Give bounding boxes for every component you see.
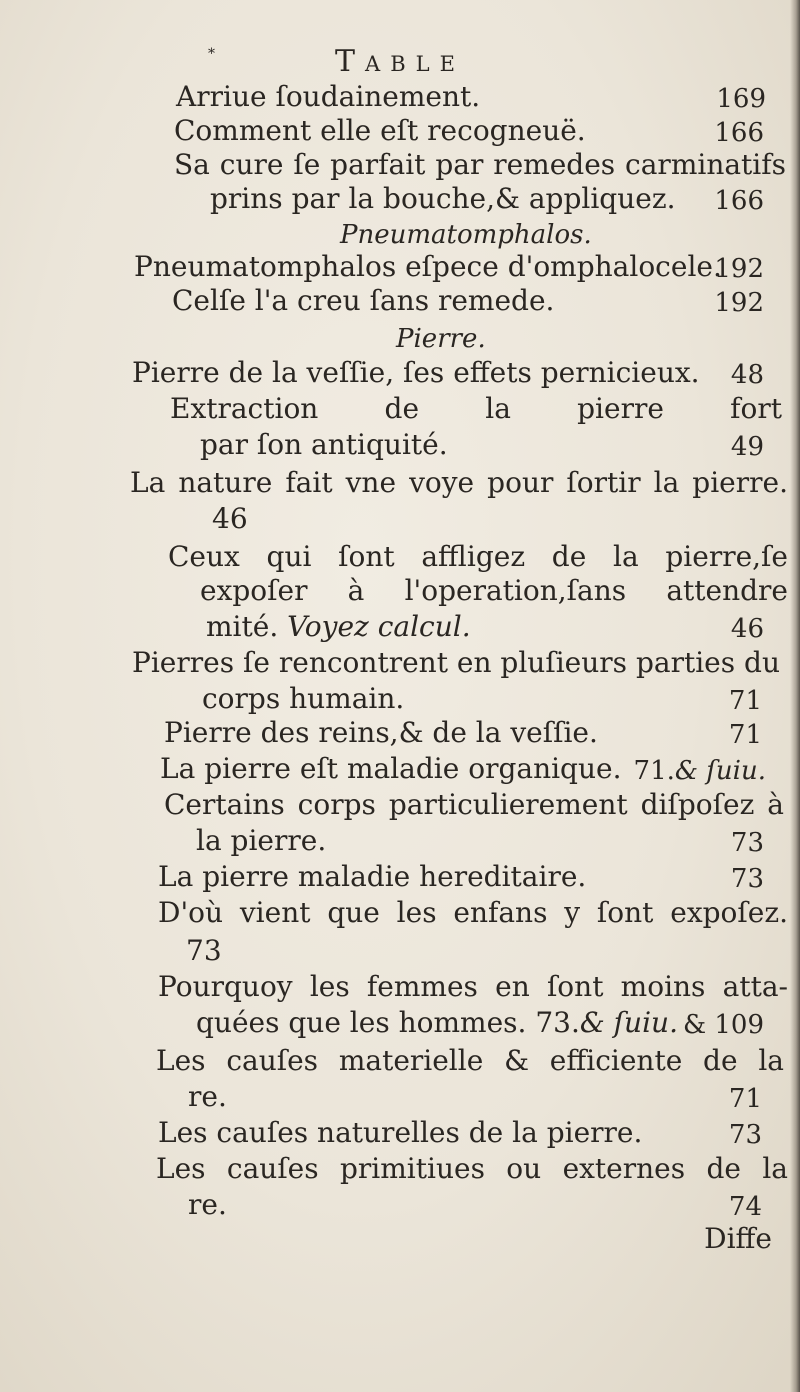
page-number: 49 [730,432,764,462]
index-entry-continuation: la pierre. [196,824,327,857]
page-number [634,754,766,788]
cross-reference: Voyez calcul. [287,610,471,643]
running-header [0,44,800,79]
index-entry: La nature fait vne voye pour ſortir la pierre. [130,466,788,499]
index-entry-continuation: re. [188,1188,227,1221]
index-entry: Ceux qui ſont affligez de la pierre,ſe [168,540,788,573]
index-entry-continuation: expoſer à l'operation,ſans attendre [200,574,788,607]
page-number: 71 [728,720,762,750]
index-entry: Pierres ſe rencontrent en pluſieurs parties du [132,646,780,679]
index-entry: Pourquoy les femmes en ſont moins atta- [158,970,788,1003]
section-heading: Pierre. [396,324,486,354]
entry-text: quées que les hommes. 73. [196,1006,580,1039]
page-number: 73 [730,864,764,894]
page-number: 74 [728,1192,762,1222]
page-number: 166 [714,118,764,148]
page-number: 48 [730,360,764,390]
index-entry: D'où vient que les enfans y ſont expoſez. [158,896,788,929]
index-entry: La pierre maladie hereditaire. [158,860,587,893]
index-entry: Extraction de la pierre fort [170,392,782,425]
index-entry: Pierre de la veſſie, ſes effets pernicieux. [132,356,700,389]
entry-text-italic: & ſuiu. [579,1006,678,1039]
page-number: 73 [728,1120,762,1150]
page-number: & 109 [682,1010,764,1040]
index-entry: La pierre eſt maladie organique. [160,752,622,785]
page-number: 192 [714,254,764,284]
page-number-value: 71. [633,756,675,786]
index-entry: Pierre des reins,& de la veſſie. [164,716,598,749]
section-heading: Pneumatomphalos. [340,220,592,250]
index-entry-continuation: 73 [186,934,222,967]
header-title: Table [335,44,465,79]
index-entry-continuation: corps humain. [202,682,405,715]
printer-mark: * [208,46,215,62]
index-entry-continuation [206,610,471,644]
index-entry: Certains corps particulierement diſpoſez à [164,788,784,821]
index-entry: Arriue ſoudainement. [176,80,481,113]
page-number: 73 [730,828,764,858]
catchword: Diffe [704,1222,772,1255]
index-entry: Les cauſes naturelles de la pierre. [158,1116,643,1149]
page-edge-shadow [790,0,800,1392]
index-entry-continuation: 46 [212,502,248,535]
index-entry-continuation: prins par la bouche,& appliquez. [210,182,676,215]
index-entry: Celſe l'a creu ſans remede. [172,284,555,317]
index-entry-continuation: par ſon antiquité. [200,428,448,461]
index-entry: Comment elle eſt recogneuë. [174,114,586,147]
index-entry: Sa cure ſe parfait par remedes carminatifs [174,148,786,181]
page-number: 71 [728,686,762,716]
index-entry: Pneumatomphalos eſpece d'omphalocele. [134,250,722,283]
index-entry: Les cauſes materielle & efficiente de la [156,1044,784,1077]
index-entry-continuation [196,1006,678,1040]
entry-text: mité. [206,610,279,643]
page-number: 169 [716,84,766,114]
page-number: 192 [714,288,764,318]
page-number: 166 [714,186,764,216]
index-entry: Les cauſes primitiues ou externes de la [156,1152,788,1185]
page-number-suffix: & ſuiu. [674,756,766,786]
page-number: 46 [730,614,764,644]
index-entry-continuation: re. [188,1080,227,1113]
page-number: 71 [728,1084,762,1114]
